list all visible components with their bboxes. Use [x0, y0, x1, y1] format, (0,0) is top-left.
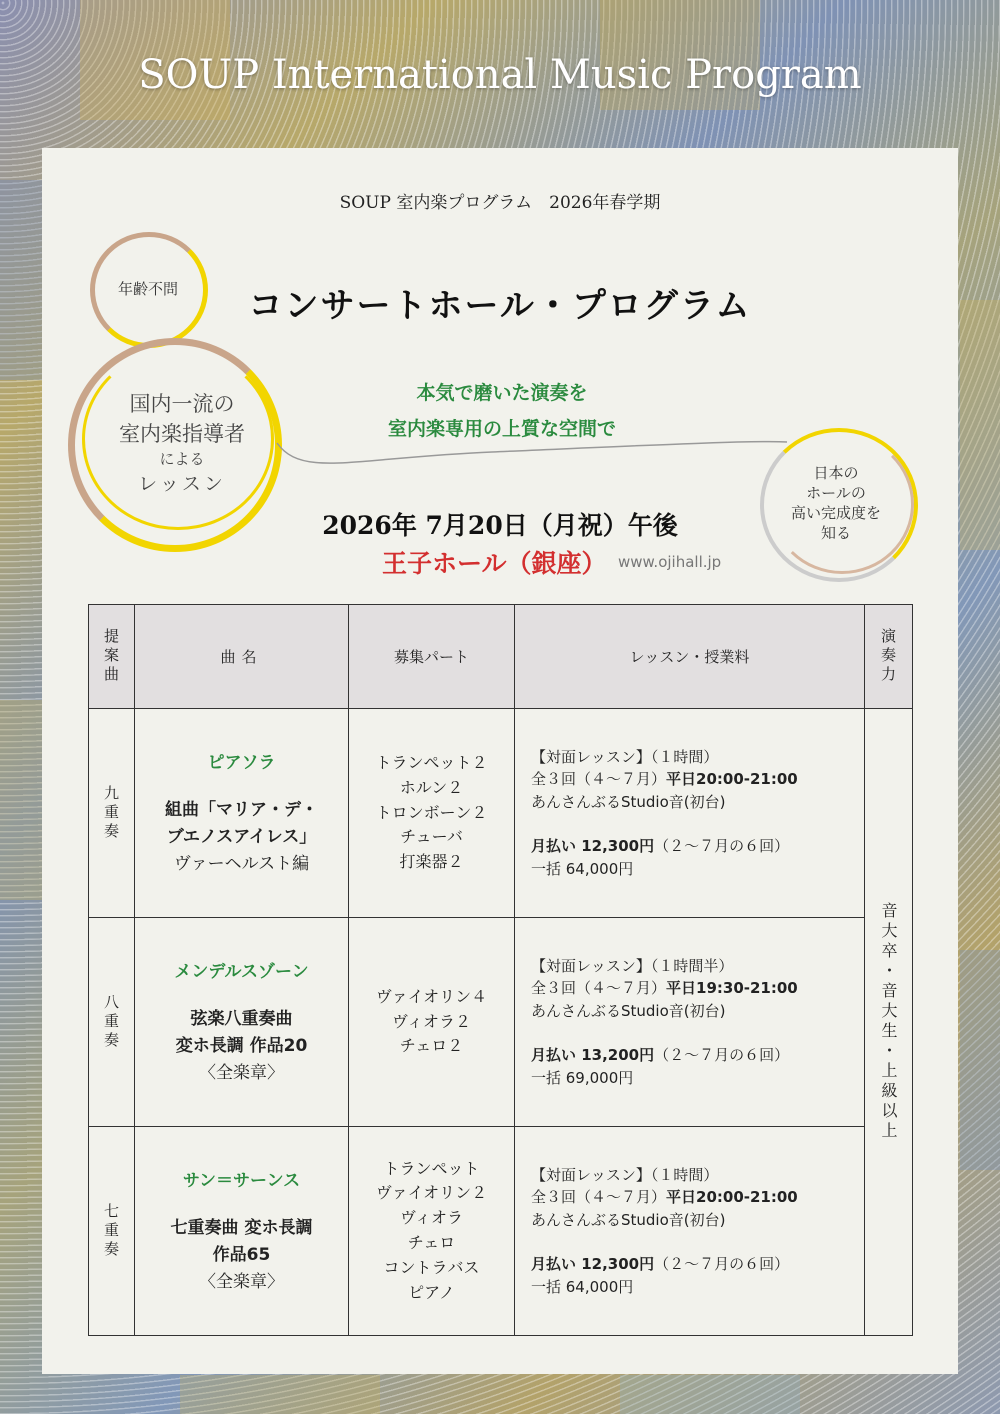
- row-fee: [515, 1127, 865, 1336]
- fee-monthly: 月払い 13,200円: [531, 1046, 655, 1065]
- program-table: [88, 604, 913, 1336]
- row-work: [135, 709, 349, 918]
- row-fee: [515, 918, 865, 1127]
- work-title-line-1: 七重奏曲 変ホ長調: [170, 1217, 313, 1238]
- composer-name: サン＝サーンス: [182, 1170, 301, 1191]
- row-work: [135, 1127, 349, 1336]
- hall-badge-line-2: ホールの: [806, 483, 866, 502]
- level-value: 音大卒・音大生・上級以上: [879, 902, 898, 1142]
- part-item: チューバ: [400, 827, 463, 847]
- header-level: 演奏力: [865, 605, 913, 709]
- flyer-card: [42, 148, 958, 1374]
- level-cell: [865, 709, 913, 1336]
- fee-place: あんさんぶるStudio音(初台): [531, 1210, 726, 1229]
- fee-monthly-note: （２～７月の６回）: [654, 1255, 790, 1274]
- part-item: チェロ: [407, 1233, 456, 1252]
- fee-time: 平日19:30-21:00: [666, 979, 798, 998]
- program-title: SOUP International Music Program: [138, 52, 862, 98]
- fee-place: あんさんぶるStudio音(初台): [531, 792, 726, 811]
- row-work: [135, 918, 349, 1127]
- fee-place: あんさんぶるStudio音(初台): [531, 1001, 726, 1020]
- hall-badge-line-1: 日本の: [813, 463, 859, 482]
- fee-lump: 一括 64,000円: [531, 859, 634, 878]
- hall-badge-line-4: 知る: [820, 524, 851, 543]
- row-parts: [349, 918, 515, 1127]
- composer-name: メンデルスゾーン: [174, 961, 309, 982]
- work-title-line-1: 組曲「マリア・デ・: [165, 799, 318, 820]
- composer-name: ピアソラ: [207, 752, 276, 773]
- tagline-line-1: 本気で磨いた演奏を: [416, 382, 588, 404]
- part-item: チェロ２: [399, 1036, 464, 1056]
- part-item: 打楽器２: [399, 852, 464, 872]
- table-header-row: [89, 605, 913, 709]
- part-item: ホルン２: [399, 777, 464, 797]
- fee-count: 全３回（４～７月）: [531, 979, 667, 998]
- part-item: ピアノ: [408, 1282, 455, 1302]
- part-item: ヴィオラ２: [391, 1011, 472, 1031]
- part-item: トランペット２: [375, 753, 488, 772]
- fee-lump: 一括 69,000円: [531, 1068, 634, 1087]
- header-fee: レッスン・授業料: [515, 605, 865, 709]
- main-title: コンサートホール・プログラム: [248, 286, 752, 326]
- part-item: ヴィオラ: [399, 1208, 464, 1228]
- fee-monthly-note: （２～７月の６回）: [654, 1046, 790, 1065]
- part-item: ヴァイオリン２: [375, 1183, 488, 1203]
- fee-monthly: 月払い 12,300円: [531, 837, 655, 856]
- lesson-badge-line-4: レッスン: [138, 473, 226, 495]
- header-parts: 募集パート: [349, 605, 515, 709]
- event-date: 2026年 7月20日（月祝）午後: [322, 511, 678, 540]
- fee-monthly-note: （２～７月の６回）: [654, 837, 790, 856]
- header-category: 提案曲: [89, 605, 135, 709]
- lesson-badge-line-1: 国内一流の: [129, 392, 235, 416]
- fee-count: 全３回（４～７月）: [531, 770, 667, 789]
- row-parts: [349, 709, 515, 918]
- fee-count: 全３回（４～７月）: [531, 1188, 667, 1207]
- lesson-badge: [82, 352, 282, 532]
- tagline-line-2: 室内楽専用の上質な空間で: [387, 418, 616, 440]
- row-fee: [515, 709, 865, 918]
- fee-monthly: 月払い 12,300円: [531, 1255, 655, 1274]
- work-subtitle: 〈全楽章〉: [199, 1272, 284, 1293]
- row-category: 七重奏: [89, 1127, 135, 1336]
- row-category: 九重奏: [89, 709, 135, 918]
- lesson-badge-line-2: 室内楽指導者: [119, 422, 245, 446]
- part-item: トロンボーン２: [375, 802, 488, 822]
- table-row: [89, 709, 913, 918]
- work-title-line-2: 作品65: [212, 1244, 271, 1265]
- work-title-line-2: 変ホ長調 作品20: [175, 1035, 308, 1056]
- table-row: [89, 918, 913, 1127]
- semester-subtitle: SOUP 室内楽プログラム 2026年春学期: [339, 193, 661, 213]
- fee-lump: 一括 64,000円: [531, 1277, 634, 1296]
- hall-badge-line-3: 高い完成度を: [790, 504, 881, 522]
- venue-url[interactable]: www.ojihall.jp: [618, 553, 722, 571]
- fee-time: 平日20:00-21:00: [666, 770, 798, 789]
- fee-format: 【対面レッスン】（１時間）: [531, 1165, 719, 1184]
- hall-badge: [766, 436, 906, 570]
- row-category: 八重奏: [89, 918, 135, 1127]
- fee-time: 平日20:00-21:00: [666, 1188, 798, 1207]
- part-item: コントラバス: [383, 1257, 480, 1277]
- row-parts: [349, 1127, 515, 1336]
- fee-format: 【対面レッスン】（１時間半）: [531, 956, 734, 975]
- part-item: トランペット: [383, 1158, 480, 1178]
- event-venue: 王子ホール（銀座）: [382, 549, 607, 578]
- header-title: 曲名: [135, 605, 349, 709]
- part-item: ヴァイオリン４: [375, 986, 488, 1006]
- work-title-line-1: 弦楽八重奏曲: [190, 1008, 293, 1029]
- lesson-badge-line-3: による: [159, 450, 205, 468]
- work-title-line-2: ブエノスアイレス」: [166, 826, 317, 847]
- connector-line: [272, 438, 792, 478]
- fee-format: 【対面レッスン】（１時間）: [531, 747, 719, 766]
- age-badge-text: 年齢不問: [117, 279, 178, 298]
- table-row: [89, 1127, 913, 1336]
- work-subtitle: 〈全楽章〉: [199, 1063, 284, 1084]
- work-subtitle: ヴァーヘルスト編: [173, 854, 310, 875]
